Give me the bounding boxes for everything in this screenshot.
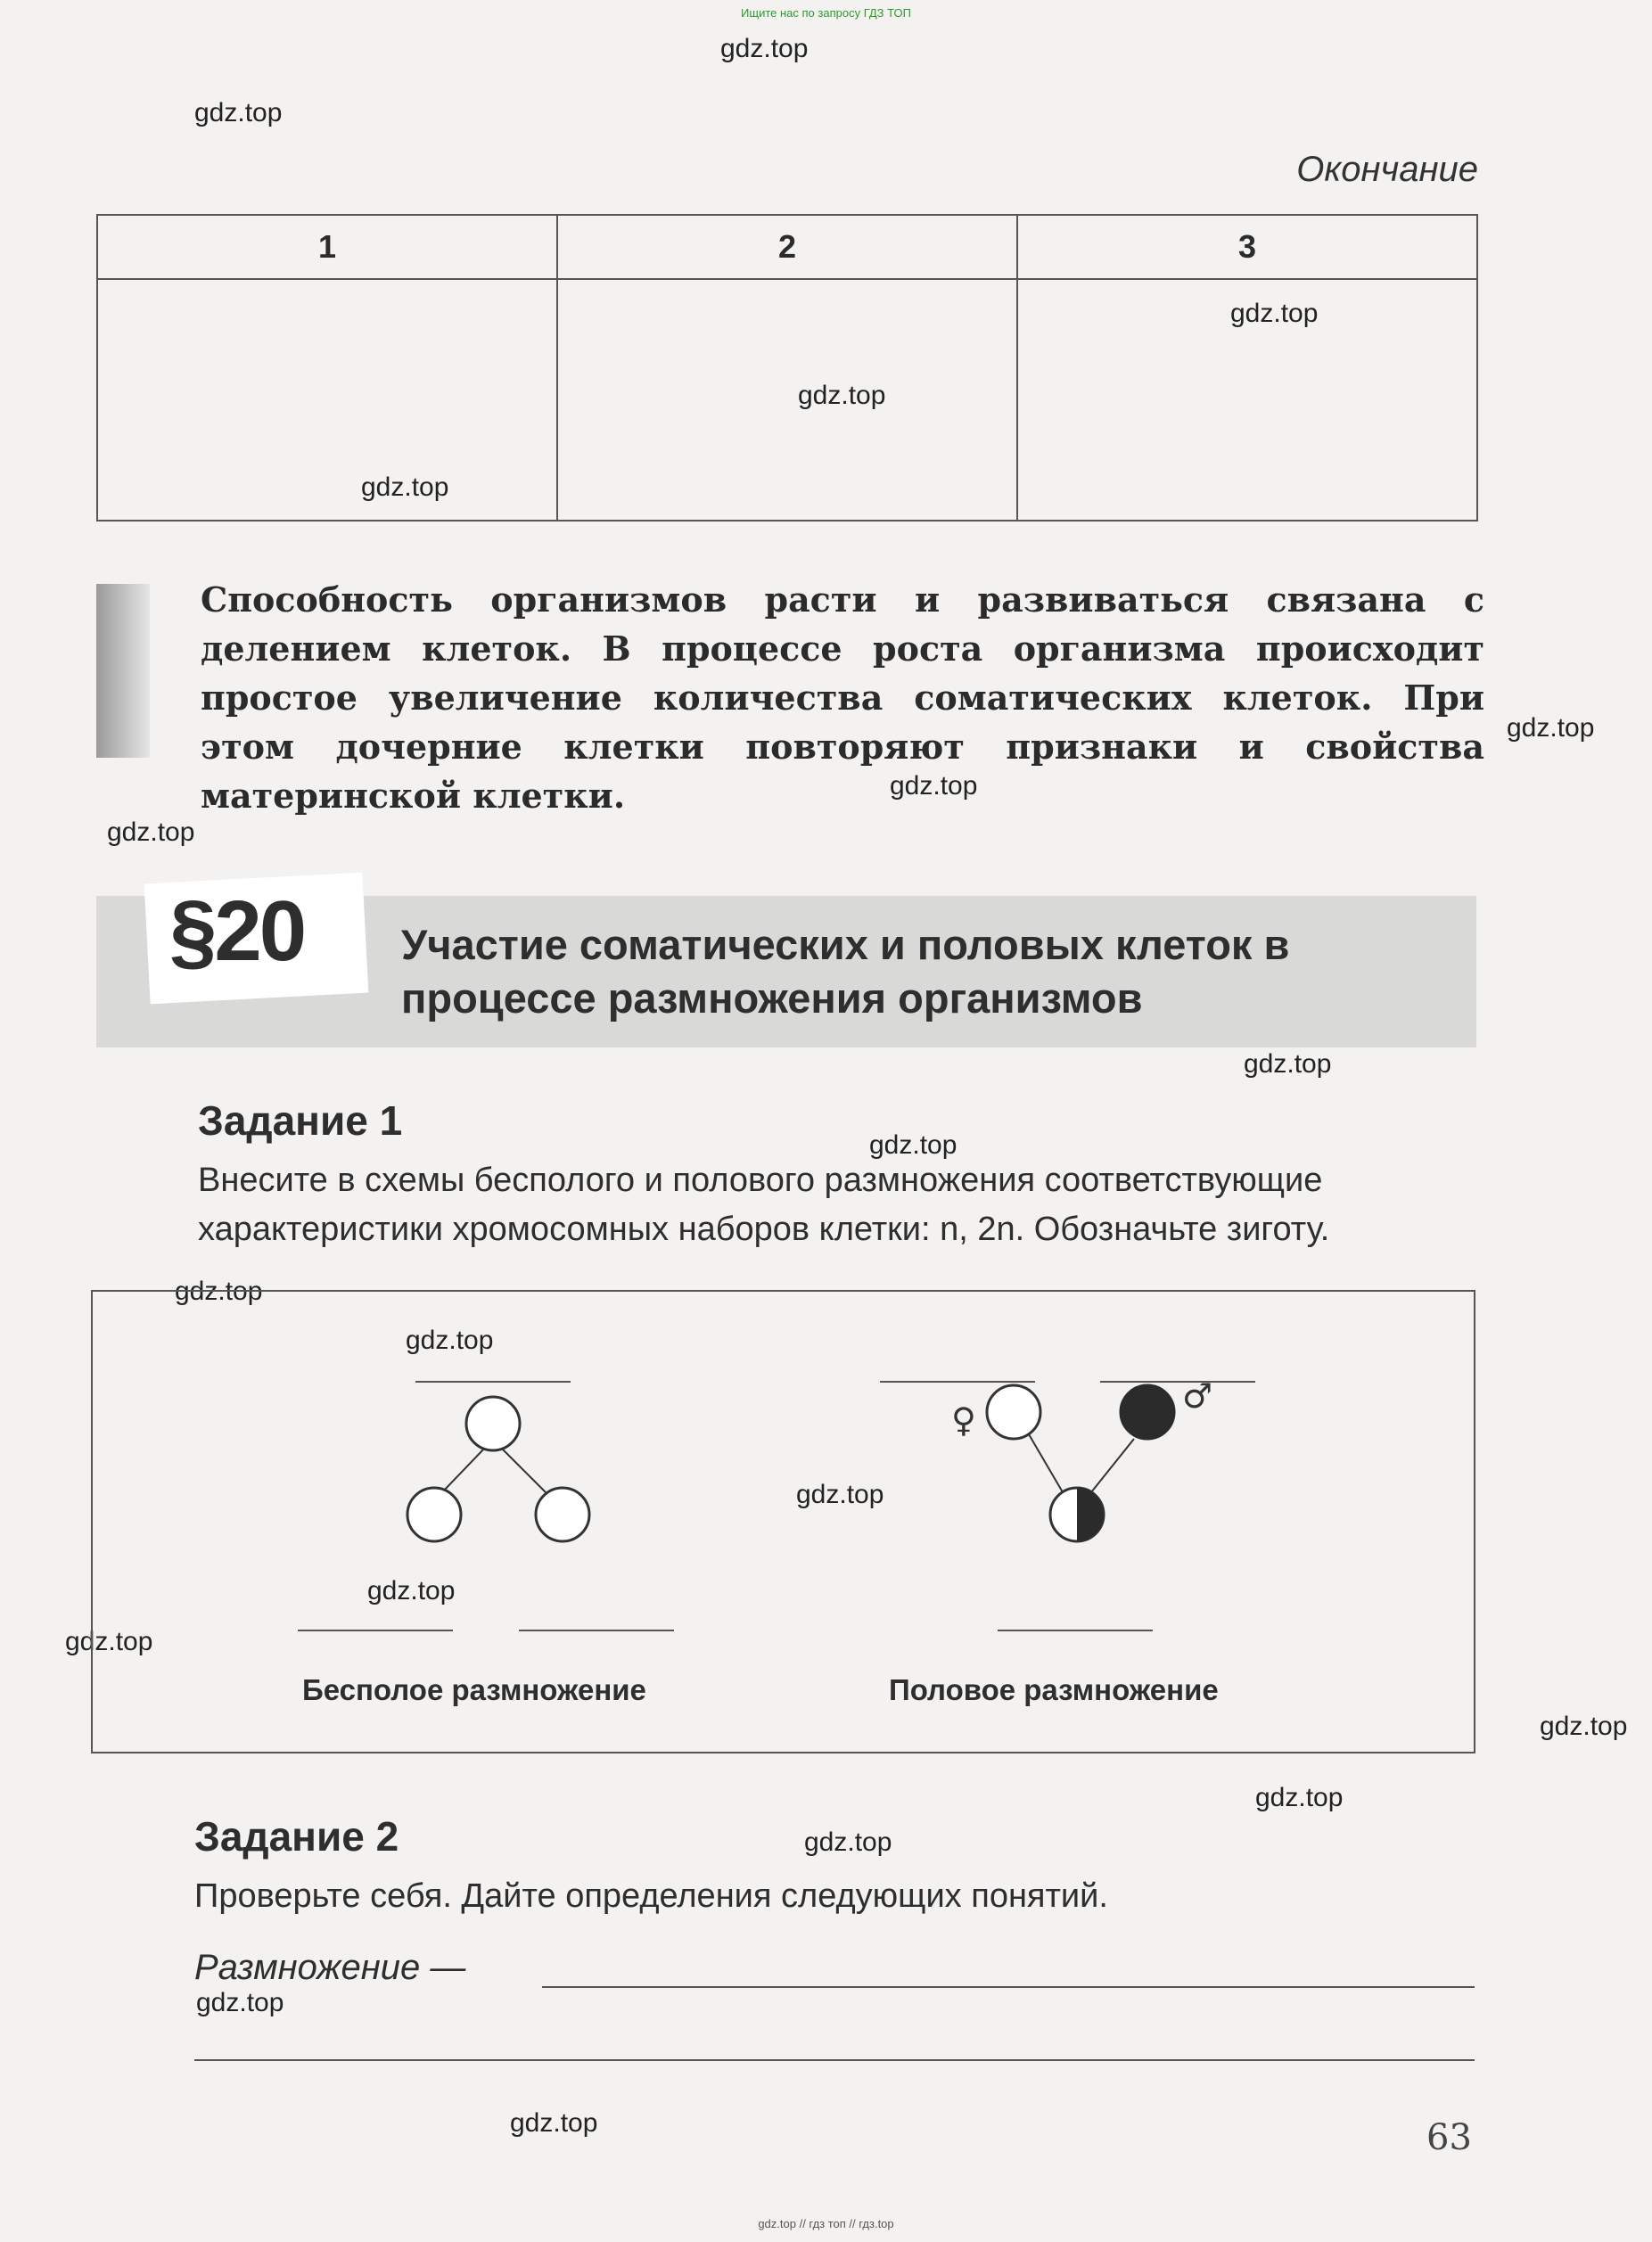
page-number: 63 xyxy=(1426,2117,1472,2158)
reproduction-diagram xyxy=(91,1290,1475,1753)
female-symbol-icon: ♀ xyxy=(951,1400,976,1440)
task2-text: Проверьте себя. Дайте определения следующих понятий. xyxy=(194,1877,1108,1915)
watermark: gdz.top xyxy=(367,1576,456,1606)
answer-table xyxy=(96,214,1478,521)
asexual-label: Бесполое размножение xyxy=(302,1673,646,1706)
bottom-banner[interactable]: gdz.top // гдз топ // гдз.top xyxy=(758,2217,894,2230)
watermark: gdz.top xyxy=(65,1627,153,1656)
section-number: §20 xyxy=(169,883,305,979)
watermark: gdz.top xyxy=(1244,1049,1332,1079)
female-gamete-icon xyxy=(987,1385,1040,1439)
fusion-line xyxy=(1091,1439,1134,1492)
watermark: gdz.top xyxy=(804,1827,892,1857)
division-line xyxy=(442,1448,485,1492)
watermark: gdz.top xyxy=(1507,713,1595,743)
info-accent-bar xyxy=(96,584,150,758)
reproduction-diagram-svg xyxy=(93,1292,1477,1755)
watermark: gdz.top xyxy=(796,1480,884,1509)
watermark: gdz.top xyxy=(107,817,195,847)
mother-cell-icon xyxy=(466,1397,520,1450)
daughter-cell-icon xyxy=(407,1488,461,1541)
task1-title: Задание 1 xyxy=(198,1097,403,1144)
watermark: gdz.top xyxy=(1230,299,1319,328)
table-answer-cell[interactable] xyxy=(558,280,1018,520)
table-answer-cell[interactable] xyxy=(1018,280,1476,520)
definition-term: Размножение — xyxy=(194,1948,466,1987)
male-gamete-icon xyxy=(1121,1385,1174,1439)
table-header-row xyxy=(98,216,1476,280)
watermark: gdz.top xyxy=(175,1277,263,1306)
answer-line[interactable] xyxy=(542,1986,1475,1988)
watermark: gdz.top xyxy=(361,472,449,502)
sexual-label: Половое размножение xyxy=(889,1673,1219,1706)
table-caption: Окончание xyxy=(1296,150,1478,189)
watermark: gdz.top xyxy=(406,1326,494,1355)
watermark: gdz.top xyxy=(1255,1783,1344,1812)
table-header-cell: 1 xyxy=(98,216,558,278)
daughter-cell-icon xyxy=(536,1488,589,1541)
zygote-dark-half xyxy=(1077,1488,1104,1541)
watermark: gdz.top xyxy=(196,1988,284,2017)
task1-text: Внесите в схемы бесполого и полового размножения соответствующие характеристики хромосомных наборов клетки: n, 2n. Обозначьте зиготу. xyxy=(198,1162,1330,1248)
task2-title: Задание 2 xyxy=(194,1813,399,1860)
info-text: Способность организмов расти и развиваться связана с делением клеток. В процессе роста организма происходит простое увеличение количества соматических клеток. При этом дочерние клетки повторяют признаки и свойства материнской клетки. xyxy=(201,579,1484,816)
watermark: gdz.top xyxy=(510,2108,598,2138)
watermark: gdz.top xyxy=(890,771,978,801)
division-line xyxy=(501,1448,546,1492)
watermark: gdz.top xyxy=(720,34,809,63)
top-banner[interactable]: Ищите нас по запросу ГДЗ ТОП xyxy=(741,6,911,20)
table-header-cell: 2 xyxy=(558,216,1018,278)
section-title: Участие соматических и половых клеток в процессе размножения организмов xyxy=(401,921,1290,1022)
table-header-cell: 3 xyxy=(1237,228,1257,265)
fusion-line xyxy=(1029,1434,1063,1492)
answer-line[interactable] xyxy=(194,2059,1475,2061)
watermark: gdz.top xyxy=(1540,1712,1628,1741)
male-symbol-icon: ♂ xyxy=(1182,1376,1213,1416)
watermark: gdz.top xyxy=(798,381,886,410)
watermark: gdz.top xyxy=(194,98,283,127)
table-answer-cell[interactable] xyxy=(98,280,558,520)
table-answer-row xyxy=(98,280,1476,520)
watermark: gdz.top xyxy=(869,1130,958,1160)
